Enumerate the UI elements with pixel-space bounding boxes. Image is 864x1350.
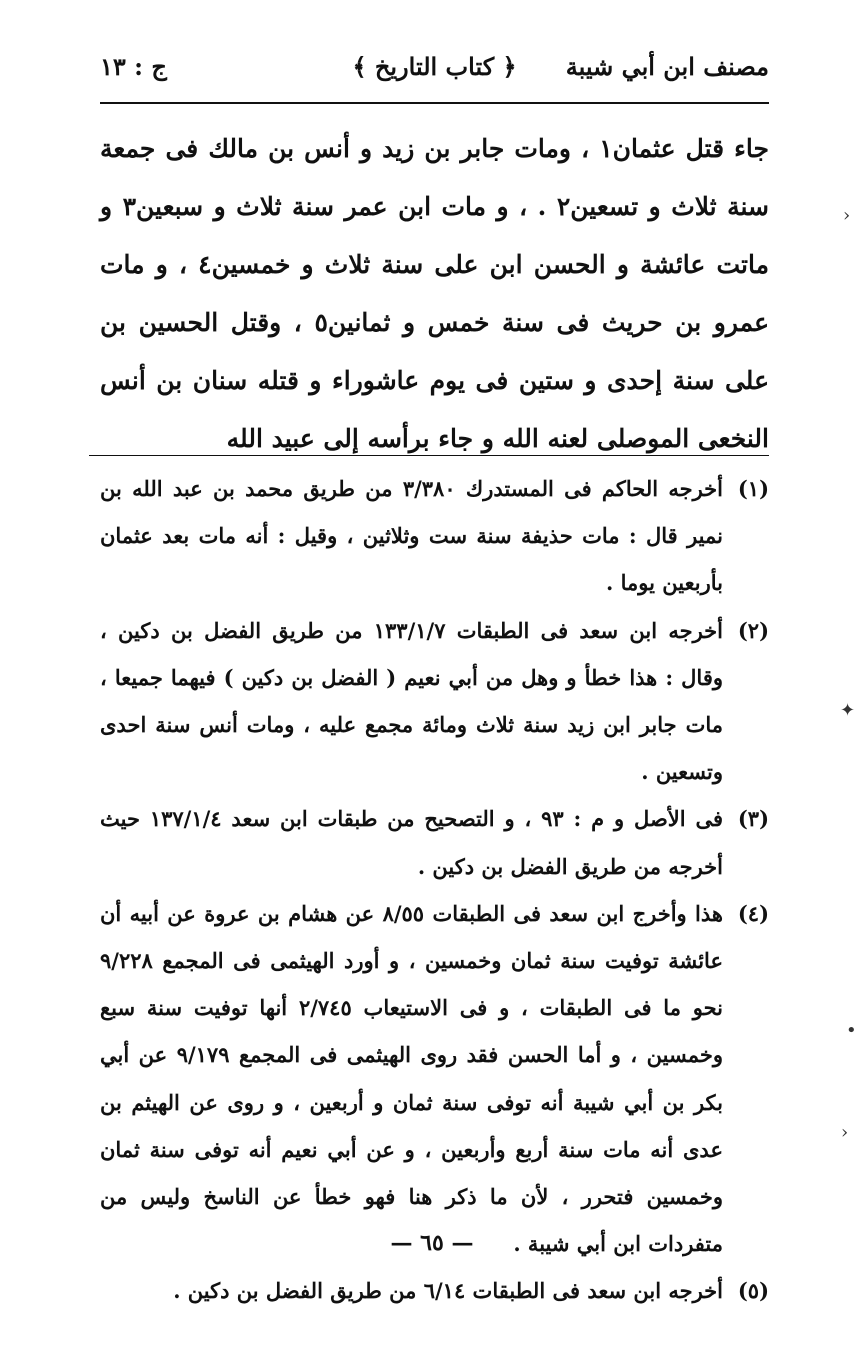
scan-mark: › <box>841 1122 849 1143</box>
main-text <box>100 120 769 468</box>
header-book-title: مصنف ابن أبي شيبة <box>565 52 769 81</box>
scan-mark: › <box>843 205 851 226</box>
header-chapter-title: ﴿ كتاب التاريخ ﴾ <box>352 52 517 81</box>
footnote-number: (٥) <box>737 1278 769 1304</box>
scan-mark: ✦ <box>840 700 856 721</box>
footnote-separator <box>89 455 769 456</box>
footnote-number: (٤) <box>737 900 769 926</box>
footnote-text: هذا وأخرج ابن سعد فى الطبقات ٨/٥٥ عن هشام بن عروة عن أبيه أن عائشة توفيت سنة ثمان وخمسين ، و أورد الهيثمى فى المجمع ٩/٢٢٨ نحو ما فى الطبقات ، و فى الاستيعاب ٢/٧٤٥ أنها توفيت سنة سبع وخمسين ، و أما الحسن فقد روى الهيثمى فى المجمع ٩/١٧٩ عن أبي بكر بن أبي شيبة أنه توفى سنة ثمان و أربعين ، و روى عن الهيثم بن عدى أنه مات سنة أربع وأربعين ، و عن أبي نعيم أنه توفى سنة ثمان وخمسين فتحرر ، لأن ما ذكر هنا فهو خطأ عن الناسخ وليس من متفردات ابن أبي شيبة . <box>100 900 724 1257</box>
footnote-number: (١) <box>737 476 769 501</box>
footnote-text: أخرجه ابن سعد فى الطبقات ٦/١٤ من طريق الفضل بن دكين . <box>173 1278 723 1304</box>
footnote-text: أخرجه الحاكم فى المستدرك ٣/٣٨٠ من طريق محمد بن عبد الله بن نمير قال : مات حذيفة سنة ست وثلاثين ، وقيل : أنه مات بعد عثمان بأربعين يوما . <box>100 476 723 596</box>
footnote-text: أخرجه ابن سعد فى الطبقات ١٣٣/١/٧ من طريق الفضل بن دكين ، وقال : هذا خطأ و وهل من أبي نعيم ( الفضل بن دكين ) فيهما جميعا ، مات جابر ابن زيد سنة ثلاث ومائة مجمع عليه ، ومات أنس سنة احدى وتسعين . <box>100 617 723 785</box>
page-number: — ٦٥ — <box>390 1230 474 1256</box>
footnote <box>100 795 769 889</box>
footnote <box>100 1267 769 1314</box>
footnote <box>100 607 769 796</box>
footnote <box>100 890 769 1268</box>
footnote-number: (٣) <box>737 806 769 832</box>
running-header <box>100 40 769 104</box>
header-volume: ج : ١٣ <box>100 52 167 81</box>
scan-mark: • <box>846 1020 857 1041</box>
footnotes <box>100 465 769 1315</box>
footnote-text: فى الأصل و م : ٩٣ ، و التصحيح من طبقات ابن سعد ١٣٧/١/٤ حيث أخرجه من طريق الفضل بن دكين . <box>100 806 723 879</box>
footnote <box>100 465 769 607</box>
footnote-number: (٢) <box>737 617 769 643</box>
main-paragraph: جاء قتل عثمان١ ، ومات جابر بن زيد و أنس بن مالك فى جمعة سنة ثلاث و تسعين٢ . ، و مات ابن عمر سنة ثلاث و سبعين٣ و ماتت عائشة و الحسن ابن على سنة ثلاث و خمسين٤ ، و مات عمرو بن حريث فى سنة خمس و ثمانين٥ ، وقتل الحسين بن على سنة إحدى و ستين فى يوم عاشوراء و قتله سنان بن أنس النخعى الموصلى لعنه الله و جاء برأسه إلى عبيد الله <box>100 134 770 453</box>
